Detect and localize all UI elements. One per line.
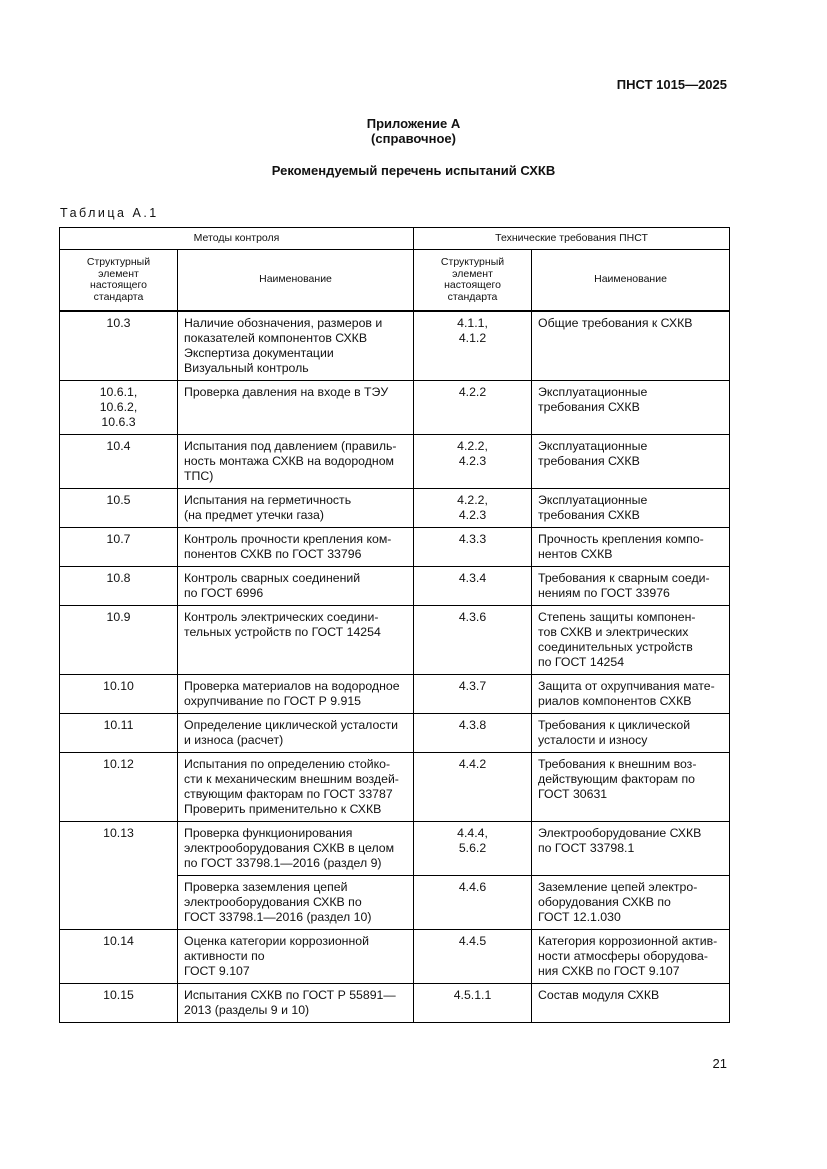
cell-requirement-name: Требования к внешним воз- действующим факторам по ГОСТ 30631 (532, 753, 730, 822)
table-row (60, 606, 730, 675)
cell-structural-element: 10.7 (60, 528, 178, 567)
cell-structural-element: 10.5 (60, 489, 178, 528)
cell-requirement-element: 4.4.2 (414, 753, 532, 822)
table-row (60, 435, 730, 489)
table-row (60, 311, 730, 381)
cell-method-name: Испытания по определению стойко- сти к механическим внешним воздей- ствующим факторам по ГОСТ 33787 Проверить применительно к СХКВ (178, 753, 414, 822)
cell-requirement-name: Эксплуатационные требования СХКВ (532, 435, 730, 489)
appendix-title: Приложение А (366, 116, 461, 131)
cell-requirement-element: 4.3.4 (414, 567, 532, 606)
cell-method-name: Проверка материалов на водородное охрупчивание по ГОСТ Р 9.915 (178, 675, 414, 714)
table-row (60, 930, 730, 984)
cell-requirement-element: 4.5.1.1 (414, 984, 532, 1023)
cell-requirement-element: 4.3.7 (414, 675, 532, 714)
cell-requirement-element: 4.1.1, 4.1.2 (414, 311, 532, 381)
cell-requirement-name: Прочность крепления компо- нентов СХКВ (532, 528, 730, 567)
cell-method-name: Оценка категории коррозионной активности по ГОСТ 9.107 (178, 930, 414, 984)
column-header-req-element: Структурный элемент настоящего стандарта (414, 250, 532, 312)
cell-requirement-name: Эксплуатационные требования СХКВ (532, 489, 730, 528)
cell-requirement-name: Общие требования к СХКВ (532, 311, 730, 381)
cell-method-name: Проверка давления на входе в ТЭУ (178, 381, 414, 435)
cell-requirement-element: 4.3.8 (414, 714, 532, 753)
cell-requirement-element: 4.4.4, 5.6.2 (414, 822, 532, 876)
group-header-methods: Методы контроля (60, 228, 414, 250)
cell-structural-element: 10.3 (60, 311, 178, 381)
table-label: Таблица А.1 (60, 206, 159, 220)
column-header-method-name: Наименование (178, 250, 414, 312)
table-row (60, 822, 730, 876)
cell-structural-element: 10.15 (60, 984, 178, 1023)
cell-structural-element: 10.6.1, 10.6.2, 10.6.3 (60, 381, 178, 435)
cell-method-name: Контроль сварных соединений по ГОСТ 6996 (178, 567, 414, 606)
document-code: ПНСТ 1015—2025 (616, 77, 727, 92)
group-header-requirements: Технические требования ПНСТ (414, 228, 730, 250)
table-row (60, 714, 730, 753)
table-row (60, 567, 730, 606)
cell-requirement-element: 4.2.2, 4.2.3 (414, 489, 532, 528)
appendix-heading (0, 116, 827, 146)
cell-requirement-name: Требования к сварным соеди- нениям по ГОСТ 33976 (532, 567, 730, 606)
cell-requirement-name: Электрооборудование СХКВ по ГОСТ 33798.1 (532, 822, 730, 876)
cell-requirement-name: Состав модуля СХКВ (532, 984, 730, 1023)
column-header-requirement-name: Наименование (532, 250, 730, 312)
cell-method-name: Наличие обозначения, размеров и показателей компонентов СХКВ Экспертиза документации Визуальный контроль (178, 311, 414, 381)
page-number: 21 (712, 1056, 727, 1071)
cell-requirement-name: Эксплуатационные требования СХКВ (532, 381, 730, 435)
document-title: Рекомендуемый перечень испытаний СХКВ (271, 163, 556, 178)
cell-requirement-element: 4.2.2, 4.2.3 (414, 435, 532, 489)
appendix-subtitle: (справочное) (371, 131, 456, 146)
cell-method-name: Контроль прочности крепления ком- понентов СХКВ по ГОСТ 33796 (178, 528, 414, 567)
cell-requirement-name: Степень защиты компонен- тов СХКВ и электрических соединительных устройств по ГОСТ 14254 (532, 606, 730, 675)
table-row (60, 753, 730, 822)
cell-structural-element: 10.4 (60, 435, 178, 489)
cell-structural-element: 10.10 (60, 675, 178, 714)
cell-method-name: Проверка функционирования электрооборудования СХКВ в целом по ГОСТ 33798.1—2016 (раздел 9) (178, 822, 414, 876)
cell-requirement-name: Требования к циклической усталости и износу (532, 714, 730, 753)
cell-method-name: Испытания на герметичность (на предмет утечки газа) (178, 489, 414, 528)
cell-requirement-element: 4.3.6 (414, 606, 532, 675)
cell-requirement-name: Категория коррозионной актив- ности атмосферы оборудова- ния СХКВ по ГОСТ 9.107 (532, 930, 730, 984)
cell-requirement-element: 4.4.5 (414, 930, 532, 984)
cell-structural-element: 10.13 (60, 822, 178, 930)
cell-method-name: Испытания под давлением (правиль- ность монтажа СХКВ на водородном ТПС) (178, 435, 414, 489)
table-row (60, 489, 730, 528)
cell-structural-element: 10.14 (60, 930, 178, 984)
table-row (60, 381, 730, 435)
column-header-element: Структурный элемент настоящего стандарта (60, 250, 178, 312)
cell-requirement-name: Защита от охрупчивания мате- риалов компонентов СХКВ (532, 675, 730, 714)
column-header-row (60, 250, 730, 312)
tests-table (59, 227, 730, 1023)
cell-method-name: Определение циклической усталости и износа (расчет) (178, 714, 414, 753)
table-row (60, 528, 730, 567)
cell-requirement-element: 4.3.3 (414, 528, 532, 567)
cell-method-name: Проверка заземления цепей электрооборудования СХКВ по ГОСТ 33798.1—2016 (раздел 10) (178, 876, 414, 930)
table-row (60, 984, 730, 1023)
cell-method-name: Испытания СХКВ по ГОСТ Р 55891— 2013 (разделы 9 и 10) (178, 984, 414, 1023)
cell-structural-element: 10.12 (60, 753, 178, 822)
cell-structural-element: 10.11 (60, 714, 178, 753)
cell-requirement-name: Заземление цепей электро- оборудования СХКВ по ГОСТ 12.1.030 (532, 876, 730, 930)
cell-structural-element: 10.9 (60, 606, 178, 675)
cell-requirement-element: 4.2.2 (414, 381, 532, 435)
table-row (60, 675, 730, 714)
group-header-row (60, 228, 730, 250)
cell-method-name: Контроль электрических соедини- тельных устройств по ГОСТ 14254 (178, 606, 414, 675)
cell-requirement-element: 4.4.6 (414, 876, 532, 930)
cell-structural-element: 10.8 (60, 567, 178, 606)
